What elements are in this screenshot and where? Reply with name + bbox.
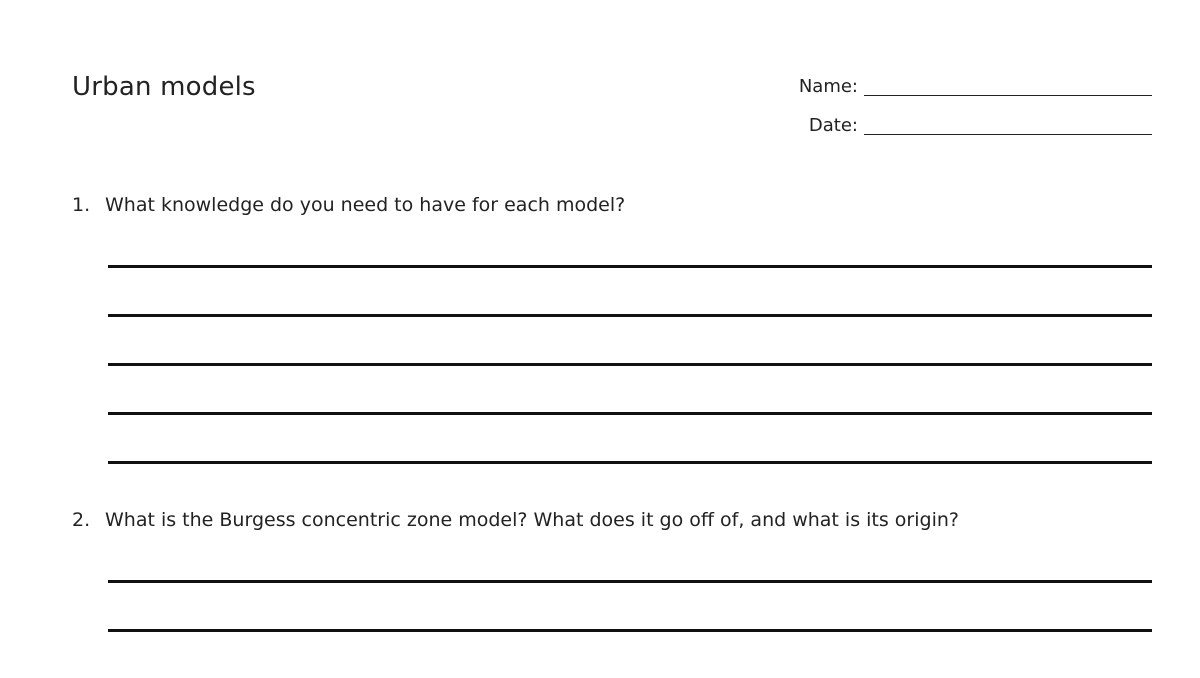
date-field-row — [788, 115, 1152, 137]
page-title: Urban models — [72, 72, 256, 102]
answer-line[interactable] — [108, 314, 1152, 317]
question-2 — [72, 509, 959, 531]
answer-area-1[interactable] — [108, 265, 1152, 510]
answer-line[interactable] — [108, 265, 1152, 268]
answer-line[interactable] — [108, 412, 1152, 415]
question-text: What is the Burgess concentric zone model? What does it go off of, and what is its origin? — [105, 509, 959, 531]
answer-line[interactable] — [108, 363, 1152, 366]
name-field[interactable] — [864, 95, 1152, 96]
question-text: What knowledge do you need to have for each model? — [105, 194, 626, 216]
date-label: Date: — [808, 115, 858, 136]
answer-line[interactable] — [108, 629, 1152, 632]
name-label: Name: — [798, 76, 858, 97]
answer-line[interactable] — [108, 461, 1152, 464]
answer-area-2[interactable] — [108, 580, 1152, 678]
question-1 — [72, 194, 625, 216]
question-number: 2. — [72, 509, 91, 531]
question-number: 1. — [72, 194, 91, 216]
name-field-row — [788, 76, 1152, 98]
answer-line[interactable] — [108, 580, 1152, 583]
date-field[interactable] — [864, 134, 1152, 135]
